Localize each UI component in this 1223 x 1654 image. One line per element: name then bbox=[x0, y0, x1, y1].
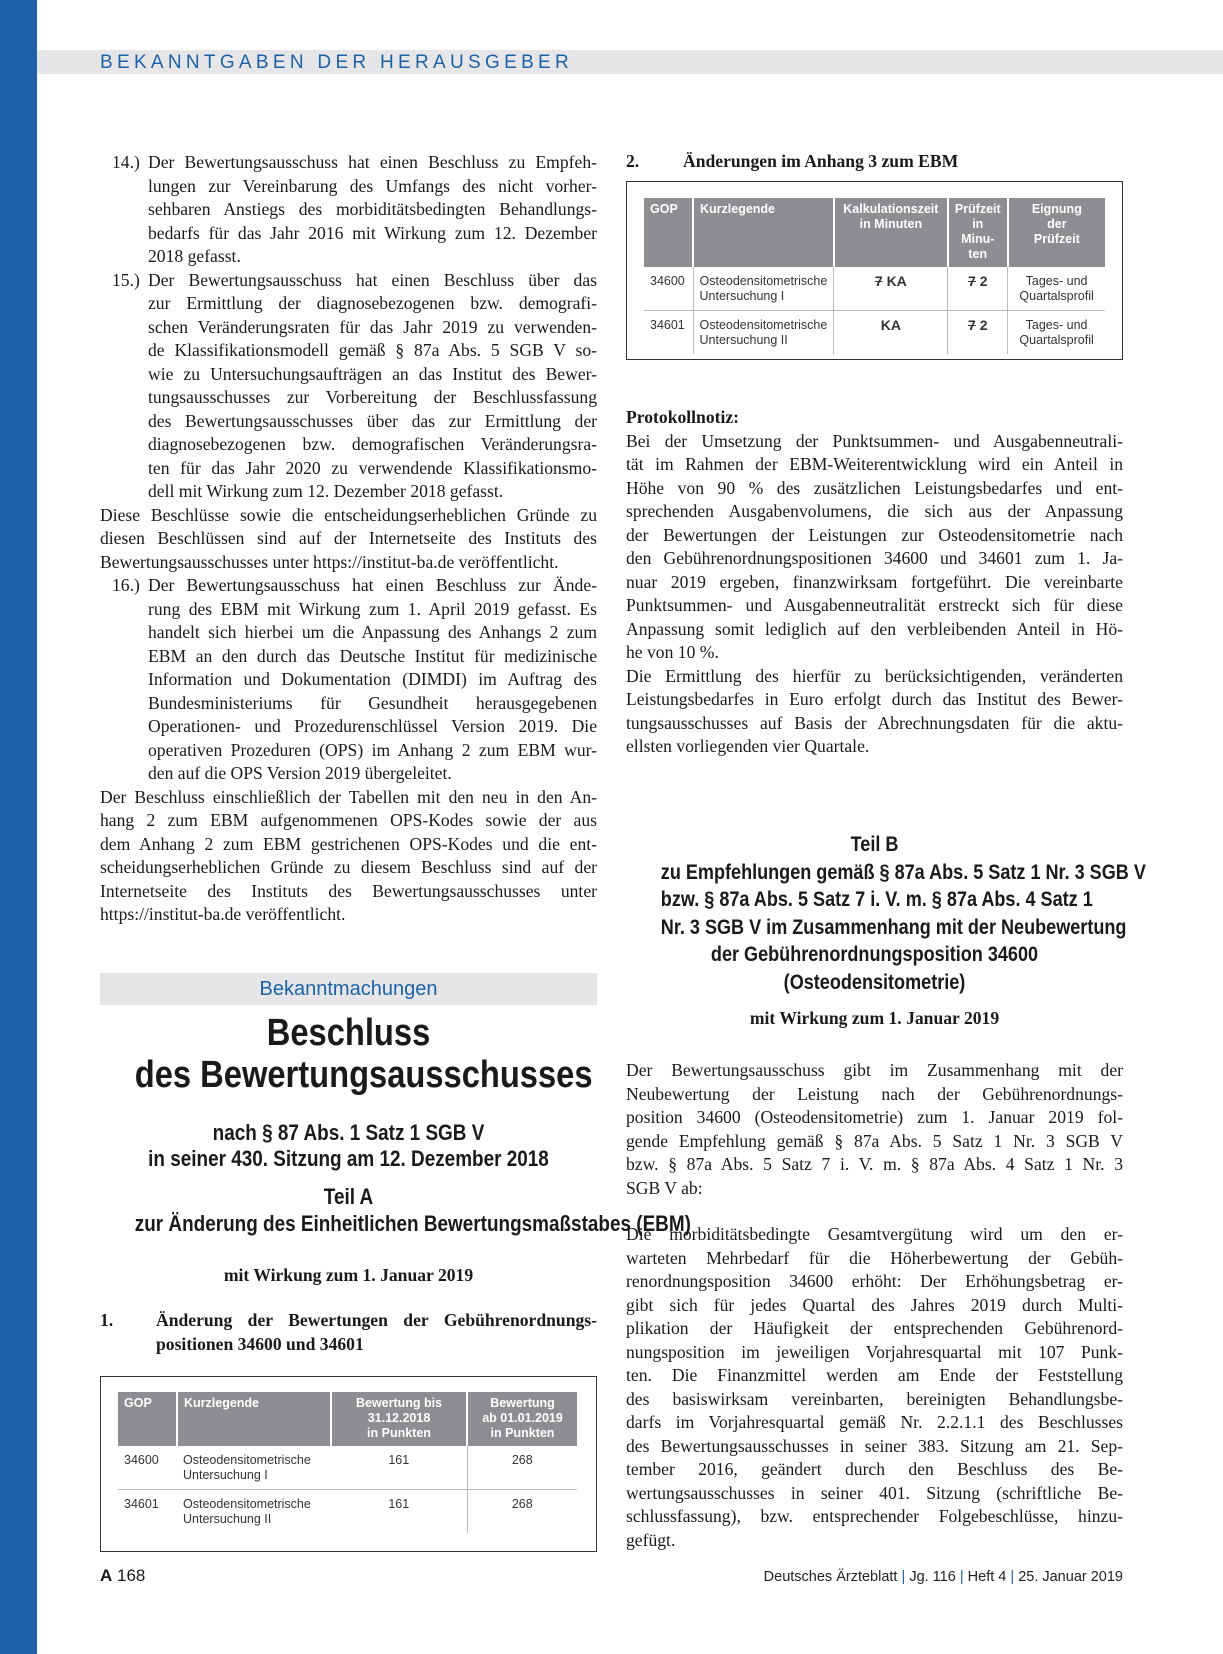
journal-date: 25. Januar 2019 bbox=[1018, 1569, 1123, 1585]
text-line: nungsposition im jeweiligen Vorjahresquartal mit 107 Punk- bbox=[626, 1341, 1123, 1362]
text-line: position 34600 (Osteodensitometrie) zum 1. Januar 2019 fol- bbox=[626, 1107, 1123, 1127]
col-header-kurzlegende: Kurzlegende bbox=[693, 198, 834, 267]
teil-b-title: Teil B bbox=[850, 833, 899, 856]
text-line: bzw. § 87a Abs. 5 Satz 7 i. V. m. § 87a Abs. 4 Satz 1 Nr. 3 bbox=[626, 1154, 1123, 1174]
teil-b-subtitle-line: bzw. § 87a Abs. 5 Satz 7 i. V. m. § 87a Abs. 4 Satz 1 bbox=[660, 888, 1093, 911]
teil-b-paragraph-1 bbox=[626, 1059, 1123, 1200]
table-header-row bbox=[644, 198, 1105, 267]
text-line: warteten Mehrbedarf für die Höherbewertung der Gebüh- bbox=[626, 1247, 1123, 1268]
col-header-bewertung-ab bbox=[467, 1392, 577, 1446]
cell-kalkulationszeit bbox=[834, 267, 948, 311]
text-line: Bei der Umsetzung der Punktsummen- und Ausgabenneutrali- bbox=[626, 430, 1123, 451]
left-column bbox=[100, 151, 597, 927]
text-line: Der Bewertungsausschuss hat einen Beschluss zur Ände- bbox=[148, 575, 597, 595]
beschluss-title-line2: des Bewertungsausschusses bbox=[134, 1054, 593, 1096]
struck-value: 7 bbox=[874, 273, 883, 289]
text-line: Der Bewertungsausschuss hat einen Beschluss zu Empfeh- bbox=[148, 152, 597, 172]
header-text: Bewertung ab 01.01.2019 in Punkten bbox=[482, 1396, 563, 1440]
section-title: Änderungen im Anhang 3 zum EBM bbox=[683, 151, 959, 171]
teil-a-title: Teil A bbox=[323, 1184, 374, 1209]
beschluss-title-line1: Beschluss bbox=[266, 1012, 431, 1054]
cell-bewertung-bis: 161 bbox=[331, 1490, 467, 1534]
text-line: wertungsausschusses in seiner 401. Sitzung (schriftliche Be- bbox=[626, 1482, 1123, 1503]
table-row bbox=[644, 311, 1105, 355]
section-1-heading bbox=[100, 1308, 597, 1356]
journal-volume: Jg. 116 bbox=[909, 1569, 956, 1585]
item-15 bbox=[100, 269, 597, 504]
header-text: Prüfzeit in Minu- ten bbox=[954, 202, 1001, 261]
journal-footer: Deutsches Ärzteblatt | Jg. 116 | Heft 4 | 25. Januar 2019 bbox=[763, 1569, 1123, 1585]
text-line: Information und Dokumentation (DIMDI) im Auftrag des bbox=[148, 669, 597, 689]
col-header-kurzlegende: Kurzlegende bbox=[177, 1392, 331, 1446]
header-text: Bewertung bis 31.12.2018 in Punkten bbox=[355, 1396, 443, 1440]
cell-kurzlegende: Osteodensitometrische Untersuchung II bbox=[693, 311, 834, 355]
header-text: Kalkulationszeit in Minuten bbox=[843, 202, 939, 231]
header-text: Eignung der Prüfzeit bbox=[1031, 202, 1082, 246]
text-line: sehbaren Anstiegs des morbiditätsbedingten Behandlungs- bbox=[148, 199, 597, 219]
text-line: Die Ermittlung des hierfür zu berücksichtigenden, veränderten bbox=[626, 665, 1123, 686]
teil-b-paragraph-2 bbox=[626, 1223, 1123, 1552]
text-line: tungsausschusses auf Basis der Abrechnungsdaten für die aktu- bbox=[626, 712, 1123, 733]
col-header-gop: GOP bbox=[644, 198, 693, 267]
teil-b-subtitle-line: zu Empfehlungen gemäß § 87a Abs. 5 Satz 1 Nr. 3 SGB V bbox=[660, 860, 1146, 884]
text-line: gende Empfehlung gemäß § 87a Abs. 5 Satz 1 Nr. 3 SGB V bbox=[626, 1130, 1123, 1151]
text-line: bedarfs für das Jahr 2016 mit Wirkung zum 12. Dezember bbox=[148, 222, 597, 243]
teil-b-subtitle-line: (Osteodensitometrie) bbox=[783, 970, 966, 994]
text-line: ellsten vorliegenden vier Quartale. bbox=[626, 736, 870, 756]
section-header-title: BEKANNTGABEN DER HERAUSGEBER bbox=[100, 52, 574, 73]
section-number: 2. bbox=[626, 151, 640, 171]
cell-bewertung-ab: 268 bbox=[467, 1446, 577, 1490]
text-line: tät im Rahmen der EBM-Weiterentwicklung wird ein Anteil in bbox=[626, 454, 1123, 474]
text-line: 2018 gefasst. bbox=[148, 246, 241, 266]
cell-gop: 34600 bbox=[644, 267, 693, 311]
text-line: Die morbiditätsbedingte Gesamtvergütung wird um den er- bbox=[626, 1224, 1123, 1244]
text-line: Punktsummen- und Ausgabenneutralität erstreckt sich für diese bbox=[626, 595, 1123, 615]
col-header-bewertung-bis bbox=[331, 1392, 467, 1446]
text-line: rung des EBM mit Wirkung zum 1. April 2019 gefasst. Es bbox=[148, 598, 597, 619]
section-2-heading bbox=[626, 151, 1123, 172]
text-line: wie zu Untersuchungsaufträgen an das Institut des Bewer- bbox=[148, 363, 597, 384]
text-line: gefügt. bbox=[626, 1529, 676, 1550]
cell-kurzlegende: Osteodensitometrische Untersuchung I bbox=[177, 1446, 331, 1490]
item-number: 16.) bbox=[112, 575, 140, 595]
item-number: 15.) bbox=[112, 269, 140, 290]
paragraph-publication-note bbox=[100, 504, 597, 575]
table-anhang3 bbox=[644, 198, 1105, 354]
protokollnotiz-title: Protokollnotiz: bbox=[626, 407, 740, 427]
text-line: des basiswirksam vereinbarten, bereinigten Behandlungsbe- bbox=[626, 1388, 1123, 1409]
text-line: scheidungserheblichen Gründe zu diesem Beschluss sind auf der bbox=[100, 857, 597, 877]
cell-bewertung-bis: 161 bbox=[331, 1446, 467, 1490]
teil-b-subtitle bbox=[626, 859, 1146, 997]
text-line: Der Bewertungsausschuss gibt im Zusammenhang mit der bbox=[626, 1060, 1123, 1080]
left-color-bar bbox=[0, 0, 37, 1654]
text-line: he von 10 %. bbox=[626, 642, 719, 662]
page-prefix: A bbox=[100, 1566, 113, 1585]
page-num: 168 bbox=[117, 1566, 146, 1585]
text-line: den Gebührenordnungspositionen 34600 und 34601 zum 1. Ja- bbox=[626, 548, 1123, 568]
teil-a-wirkung: mit Wirkung zum 1. Januar 2019 bbox=[223, 1265, 474, 1285]
new-value: KA bbox=[880, 317, 901, 333]
text-line: diagnosebezogenen bzw. demografischen Veränderungsra- bbox=[148, 434, 597, 454]
text-line: Der Beschluss einschließlich der Tabellen mit den neu in den An- bbox=[100, 786, 597, 807]
cell-kurzlegende: Osteodensitometrische Untersuchung I bbox=[693, 267, 834, 311]
teil-b-heading bbox=[626, 831, 1146, 996]
beschluss-title bbox=[100, 1012, 597, 1096]
text-line: gibt sich für jedes Quartal des Jahres 2019 durch Multi- bbox=[626, 1294, 1123, 1315]
new-value: 2 bbox=[979, 317, 988, 333]
col-header-pruefzeit bbox=[948, 198, 1008, 267]
teil-b-subtitle-line: der Gebührenordnungsposition 34600 bbox=[710, 943, 1039, 966]
text-line: Operationen- und Prozedurenschlüssel Version 2019. Die bbox=[148, 716, 597, 736]
text-line: der Bewertungen der Leistungen zur Osteodensitometrie nach bbox=[626, 524, 1123, 545]
text-line: ten für das Jahr 2020 zu verwendende Klassifikationsmo- bbox=[148, 457, 597, 478]
text-line: sprechenden Ausgabenvolumens, die sich aus der Anpassung bbox=[626, 501, 1123, 521]
text-line: de Klassifikationsmodell gemäß § 87a Abs. 5 SGB V so- bbox=[148, 340, 597, 360]
beschluss-subtitle-line1: nach § 87 Abs. 1 Satz 1 SGB V bbox=[212, 1120, 485, 1145]
text-line: schen Veränderungsraten für das Jahr 2019 zu verwenden- bbox=[148, 316, 597, 337]
text-line: EBM an den durch das Deutsche Institut für medizinische bbox=[148, 645, 597, 666]
text-line: Bundesministeriums für Gesundheit herausgegebenen bbox=[148, 692, 597, 713]
text-line: den auf die OPS Version 2019 übergeleitet. bbox=[148, 763, 452, 783]
new-value: 2 bbox=[979, 273, 988, 289]
text-line: dem Anhang 2 zum EBM gestrichenen OPS-Kodes und die ent- bbox=[100, 833, 597, 854]
section-title-line: Änderung der Bewertungen der Gebührenordnungs- bbox=[156, 1310, 597, 1330]
text-line: darfs im Vorjahresquartal gemäß Nr. 2.2.1.1 des Beschlusses bbox=[626, 1412, 1123, 1432]
table-row bbox=[644, 267, 1105, 311]
struck-value: 7 bbox=[968, 273, 976, 289]
text-line: Internetseite des Instituts des Bewertungsausschusses unter bbox=[100, 880, 597, 901]
paragraph-ops-note bbox=[100, 786, 597, 927]
text-line: handelt sich hierbei um die Anpassung des Anhangs 2 zum bbox=[148, 622, 597, 642]
text-line: hang 2 zum EBM aufgenommenen OPS-Kodes sowie der aus bbox=[100, 810, 597, 830]
text-line: lungen zur Vereinbarung des Umfangs des nicht vorher- bbox=[148, 175, 597, 196]
item-text bbox=[100, 151, 597, 269]
journal-issue: Heft 4 bbox=[967, 1569, 1007, 1585]
protokollnotiz-text bbox=[626, 430, 1123, 665]
cell-gop: 34601 bbox=[124, 1497, 159, 1511]
text-line: operativen Prozeduren (OPS) im Anhang 2 zum EBM wur- bbox=[148, 739, 597, 760]
col-header-eignung bbox=[1008, 198, 1105, 267]
text-line: Diese Beschlüsse sowie die entscheidungserheblichen Gründe zu bbox=[100, 504, 597, 525]
text-line: Höhe von 90 % des zusätzlichen Leistungsbedarfes und ent- bbox=[626, 477, 1123, 498]
text-line: https://institut-ba.de veröffentlicht. bbox=[100, 904, 346, 924]
text-line: Anpassung somit lediglich auf den verbleibenden Anteil in Hö- bbox=[626, 618, 1123, 639]
text-line: des Bewertungsausschusses über das zur Ermittlung der bbox=[148, 410, 597, 431]
beschluss-subtitle-line2: in seiner 430. Sitzung am 12. Dezember 2018 bbox=[148, 1146, 549, 1171]
struck-value: 7 bbox=[968, 317, 976, 333]
table-header-row bbox=[118, 1392, 577, 1446]
cell-gop: 34600 bbox=[118, 1446, 177, 1490]
col-header-gop: GOP bbox=[118, 1392, 177, 1446]
text-line: Der Bewertungsausschuss hat einen Beschluss über das bbox=[148, 269, 597, 290]
page-number bbox=[100, 1566, 145, 1586]
item-text bbox=[100, 574, 597, 786]
teil-b-subtitle-line: Nr. 3 SGB V im Zusammenhang mit der Neubewertung bbox=[660, 915, 1127, 939]
text-line: zur Ermittlung der diagnosebezogenen bzw. demografi- bbox=[148, 293, 597, 313]
cell-bewertung-ab: 268 bbox=[511, 1497, 533, 1511]
text-line: plikation der Häufigkeit der entsprechenden Gebührenord- bbox=[626, 1318, 1123, 1338]
protokollnotiz-text-2 bbox=[626, 665, 1123, 759]
item-text bbox=[100, 269, 597, 504]
item-14 bbox=[100, 151, 597, 269]
item-number: 14.) bbox=[112, 152, 140, 172]
cell-eignung: Tages- und Quartalsprofil bbox=[1008, 267, 1105, 311]
text-line: schlussfassung), bzw. entsprechender Folgebeschlüsse, hinzu- bbox=[626, 1506, 1123, 1526]
text-line: Bewertungsausschusses unter https://institut-ba.de veröffentlicht. bbox=[100, 551, 559, 572]
cell-gop: 34601 bbox=[644, 311, 693, 355]
table-row bbox=[118, 1490, 577, 1534]
text-line: dell mit Wirkung zum 12. Dezember 2018 gefasst. bbox=[148, 481, 504, 501]
text-line: tember 2016, geändert durch den Beschluss des Be- bbox=[626, 1459, 1123, 1479]
text-line: Leistungsbedarfes in Euro erfolgt durch das Institut des Bewer- bbox=[626, 689, 1123, 709]
new-value: KA bbox=[886, 273, 907, 289]
cell-eignung: Tages- und Quartalsprofil bbox=[1019, 318, 1094, 347]
cell-pruefzeit bbox=[948, 311, 1008, 355]
text-line: SGB V ab: bbox=[626, 1177, 703, 1198]
text-line: tungsausschusses zur Vorbereitung der Beschlussfassung bbox=[148, 387, 597, 407]
section-title-line: positionen 34600 und 34601 bbox=[156, 1334, 364, 1354]
text-line: diesen Beschlüssen sind auf der Internetseite des Instituts des bbox=[100, 528, 597, 548]
text-line: ten. Die Finanzmittel werden am Ende der Feststellung bbox=[626, 1365, 1123, 1385]
cell-kalkulationszeit bbox=[834, 311, 948, 355]
protokollnotiz bbox=[626, 406, 1123, 759]
text-line: renordnungsposition 34600 erhöht: Der Erhöhungsbetrag er- bbox=[626, 1271, 1123, 1291]
table-row bbox=[118, 1446, 577, 1490]
teil-a-subtitle: zur Änderung des Einheitlichen Bewertungsmaßstabes (EBM) bbox=[134, 1211, 691, 1236]
text-line: des Bewertungsausschusses in seiner 383. Sitzung am 21. Sep- bbox=[626, 1435, 1123, 1456]
teil-b-wirkung: mit Wirkung zum 1. Januar 2019 bbox=[749, 1008, 1000, 1028]
journal-name: Deutsches Ärzteblatt bbox=[763, 1569, 898, 1585]
text-line: nuar 2019 ergeben, finanzwirksam fortgeführt. Die vereinbarte bbox=[626, 571, 1123, 592]
cell-kurzlegende: Osteodensitometrische Untersuchung II bbox=[183, 1497, 311, 1526]
col-header-kalkulationszeit bbox=[834, 198, 948, 267]
bekanntmachungen-banner: Bekanntmachungen bbox=[100, 973, 597, 1005]
item-16 bbox=[100, 574, 597, 786]
table-bewertungen bbox=[118, 1392, 577, 1533]
section-number: 1. bbox=[100, 1310, 114, 1330]
beschluss-subtitle bbox=[100, 1120, 597, 1172]
text-line: Neubewertung der Leistung nach der Gebührenordnungs- bbox=[626, 1083, 1123, 1104]
cell-pruefzeit bbox=[948, 267, 1008, 311]
